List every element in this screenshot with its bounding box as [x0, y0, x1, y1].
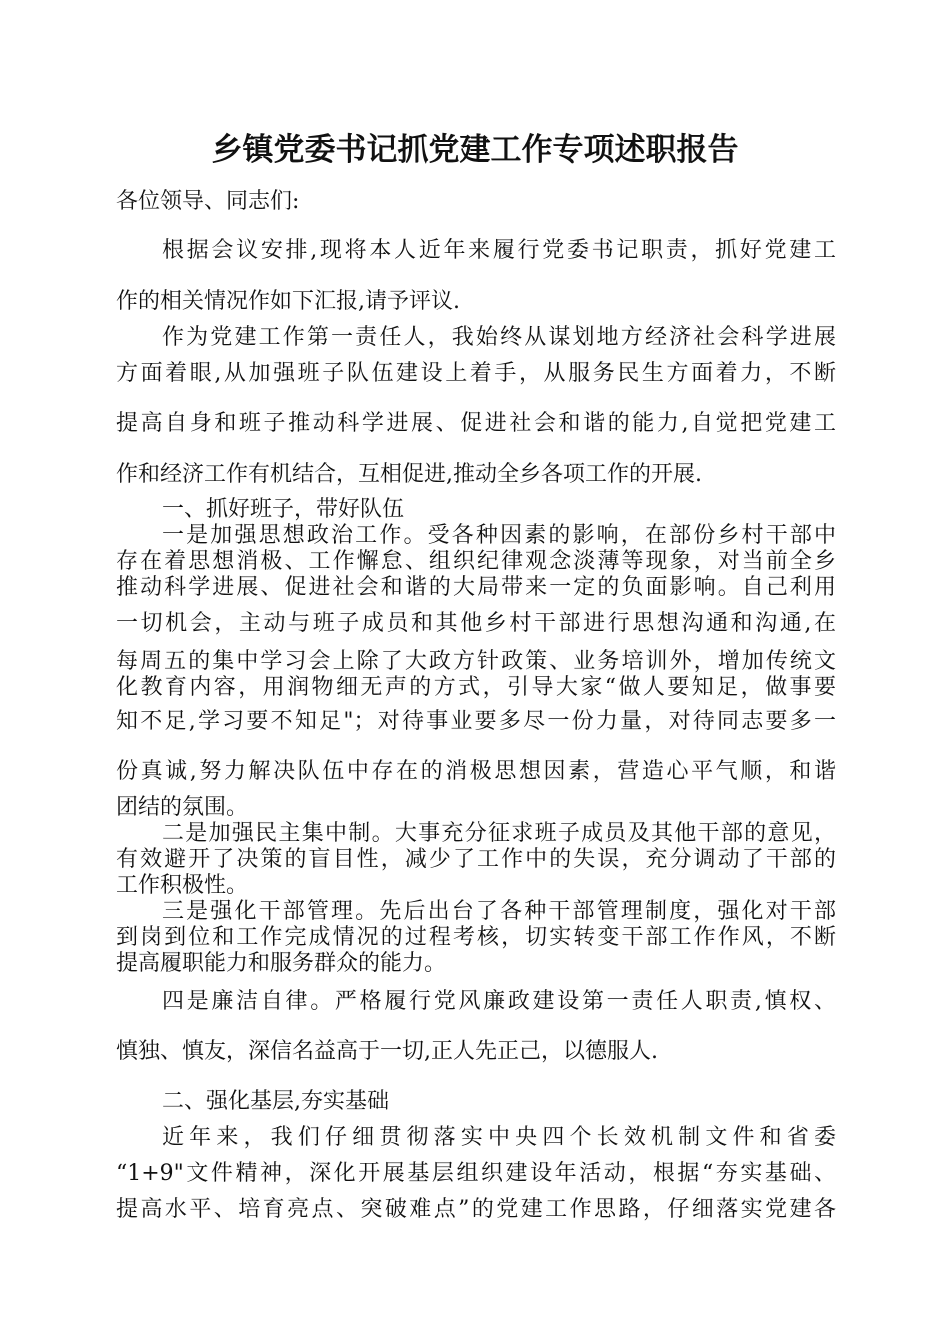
text-line: 份真诚,努力解决队伍中存在的消极思想因素，营造心平气顺，和谐: [116, 759, 836, 784]
text-line: 作和经济工作有机结合，互相促进,推动全乡各项工作的开展.: [116, 462, 702, 487]
text-line: 到岗到位和工作完成情况的过程考核，切实转变干部工作作风，不断: [116, 925, 836, 950]
section-heading: 二、强化基层,夯实基础: [162, 1089, 389, 1114]
text-line: 近年来，我们仔细贯彻落实中央四个长效机制文件和省委: [162, 1125, 836, 1150]
text-line: 作为党建工作第一责任人，我始终从谋划地方经济社会科学进展: [162, 325, 836, 350]
text-line: 一切机会，主动与班子成员和其他乡村干部进行思想沟通和沟通,在: [116, 611, 836, 636]
text-line: 有效避开了决策的盲目性，减少了工作中的失误，充分调动了干部的: [116, 847, 836, 872]
text-line: 提高履职能力和服务群众的能力。: [116, 951, 447, 976]
text-line: 化教育内容，用润物细无声的方式，引导大家“做人要知足，做事要: [116, 675, 836, 700]
text-line: 存在着思想消极、工作懈怠、组织纪律观念淡薄等现象，对当前全乡: [116, 549, 836, 574]
text-line: “1+9"文件精神，深化开展基层组织建设年活动，根据“夯实基础、: [116, 1161, 836, 1186]
text-line: 根据会议安排,现将本人近年来履行党委书记职责，抓好党建工: [162, 238, 836, 263]
document-title: 乡镇党委书记抓党建工作专项述职报告: [211, 132, 739, 168]
text-line: 推动科学进展、促进社会和谐的大局带来一定的负面影响。自己利用: [116, 575, 836, 600]
text-line: 团结的氛围。: [116, 795, 249, 820]
text-line: 四是廉洁自律。严格履行党风廉政建设第一责任人职责,慎权、: [162, 989, 836, 1014]
text-line: 二是加强民主集中制。大事充分征求班子成员及其他干部的意见，: [162, 821, 836, 846]
section-heading: 一、抓好班子，带好队伍: [162, 497, 405, 522]
text-line: 方面着眼,从加强班子队伍建设上着手，从服务民生方面着力，不断: [116, 361, 836, 386]
text-line: 知不足,学习要不知足"；对待事业要多尽一份力量，对待同志要多一: [116, 709, 836, 734]
text-line: 工作积极性。: [116, 873, 249, 898]
text-line: 作的相关情况作如下汇报,请予评议.: [116, 289, 460, 314]
text-line: 一是加强思想政治工作。受各种因素的影响，在部份乡村干部中: [162, 523, 836, 548]
text-line: 慎独、慎友，深信名益高于一切,正人先正己，以德服人.: [116, 1039, 658, 1064]
salutation-line: 各位领导、同志们:: [116, 189, 300, 214]
text-line: 三是强化干部管理。先后出台了各种干部管理制度，强化对干部: [162, 899, 836, 924]
text-line: 提高自身和班子推动科学进展、促进社会和谐的能力,自觉把党建工: [116, 411, 836, 436]
text-line: 每周五的集中学习会上除了大政方针政策、业务培训外，增加传统文: [116, 649, 836, 674]
text-line: 提高水平、培育亮点、突破难点”的党建工作思路，仔细落实党建各: [116, 1197, 836, 1222]
